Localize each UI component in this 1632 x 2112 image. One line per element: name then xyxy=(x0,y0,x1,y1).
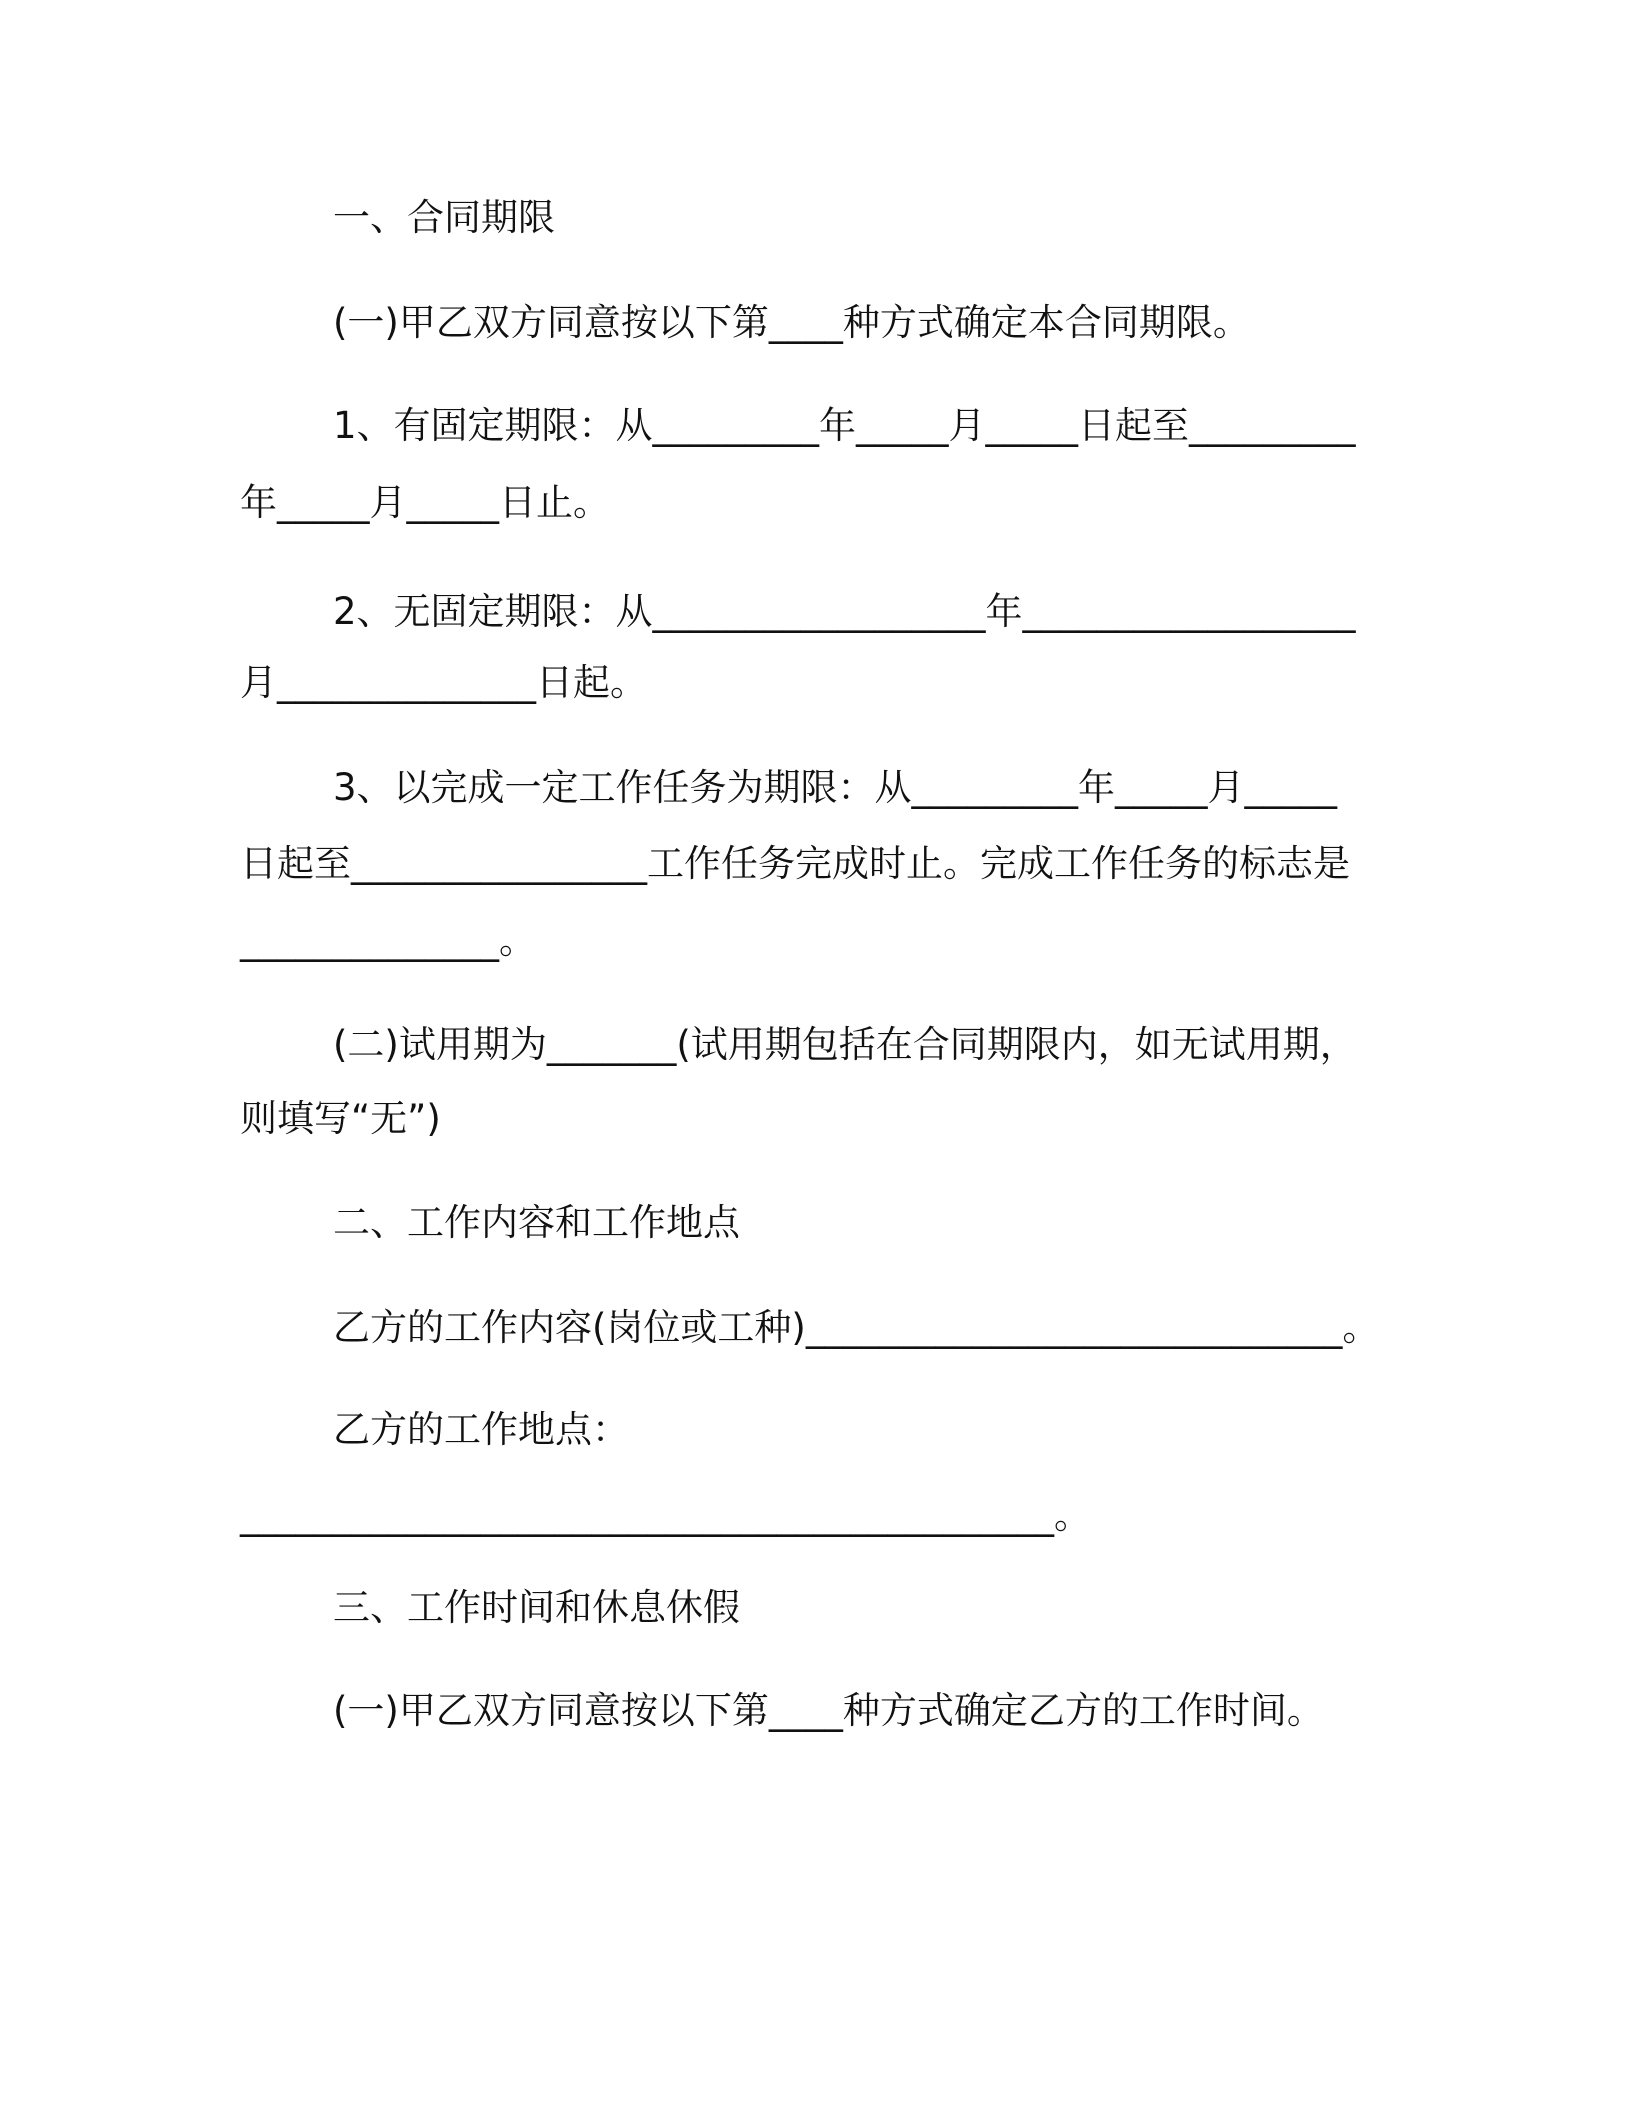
section-heading-contract-term: 一、合同期限 xyxy=(333,196,555,239)
open-term-clause: 2、无固定期限：从__________________年__________________ xyxy=(333,590,1356,633)
probation-clause-cont: 则填写“无”) xyxy=(240,1097,441,1140)
task-term-clause-end: ______________。 xyxy=(240,919,536,962)
work-hours-method-clause: (一)甲乙双方同意按以下第____种方式确定乙方的工作时间。 xyxy=(333,1689,1324,1732)
task-term-clause-cont: 日起至________________工作任务完成时止。完成工作任务的标志是 xyxy=(240,842,1350,885)
task-term-clause: 3、以完成一定工作任务为期限：从_________年_____月_____ xyxy=(333,766,1338,809)
section-heading-work-content: 二、工作内容和工作地点 xyxy=(333,1201,740,1244)
work-location-label: 乙方的工作地点： xyxy=(333,1408,629,1451)
work-location-blank: ____________________________________________。 xyxy=(240,1494,1091,1537)
fixed-term-clause-cont: 年_____月_____日止。 xyxy=(240,481,610,524)
section-heading-work-hours: 三、工作时间和休息休假 xyxy=(333,1586,740,1629)
work-content-clause: 乙方的工作内容(岗位或工种)_____________________________。 xyxy=(333,1306,1380,1349)
probation-clause: (二)试用期为_______(试用期包括在合同期限内，如无试用期， xyxy=(333,1023,1357,1066)
fixed-term-clause: 1、有固定期限：从_________年_____月_____日起至_________ xyxy=(333,404,1356,447)
term-method-clause: (一)甲乙双方同意按以下第____种方式确定本合同期限。 xyxy=(333,301,1250,344)
open-term-clause-cont: 月______________日起。 xyxy=(240,661,647,704)
